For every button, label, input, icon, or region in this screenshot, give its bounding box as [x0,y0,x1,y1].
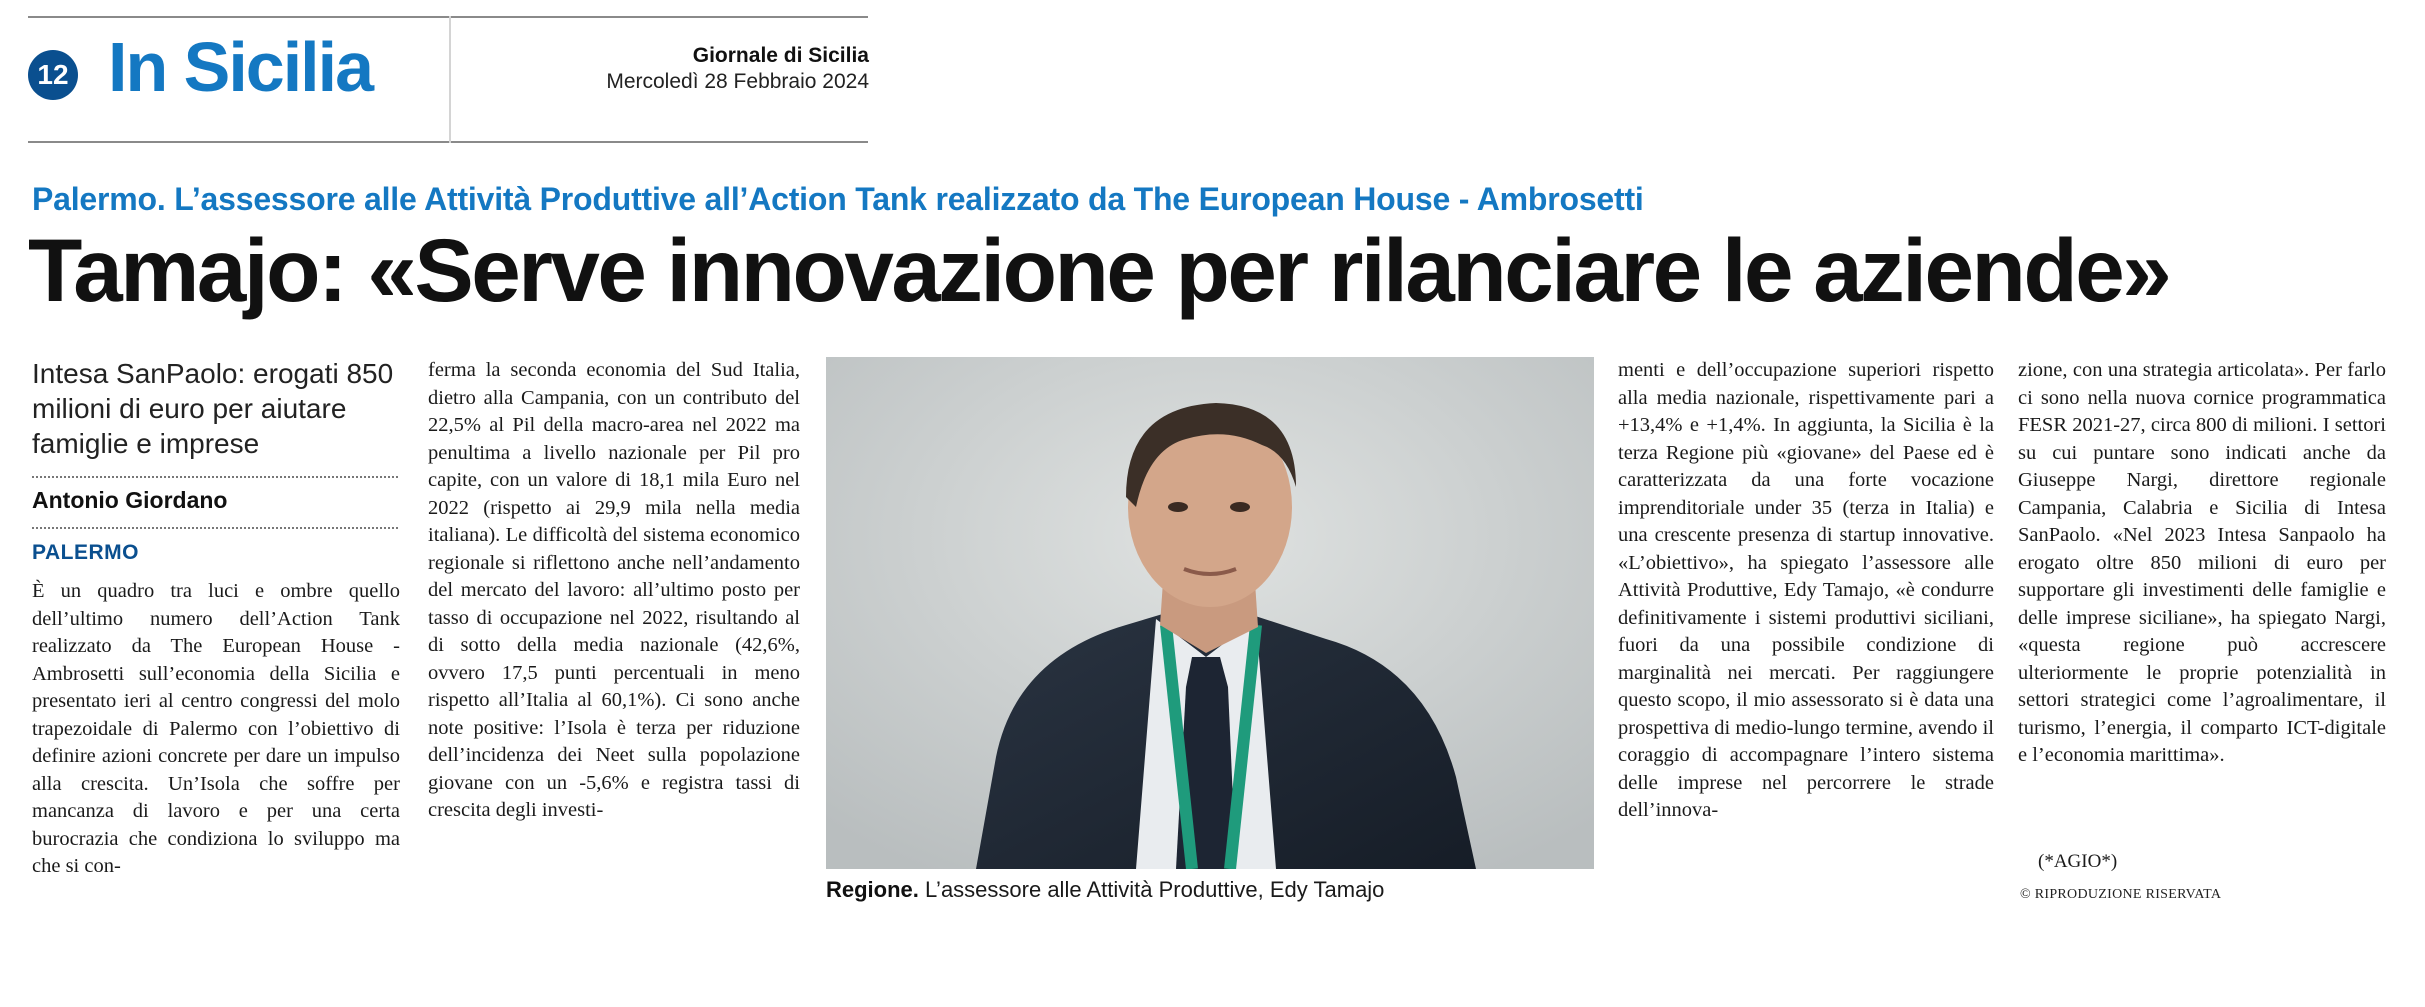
newspaper-name: Giornale di Sicilia [692,44,869,67]
article-column-1 [32,578,400,910]
column-2-text: ferma la seconda economia del Sud Italia, dietro alla Campania, con un contributo del 22,5% al Pil della macro-area nel 2022 ma penultima a livello nazionale per Pil pro capite, con un valore di 18,1 mila Euro nel 2022 (rispetto ai 29,9 mila nella media italiana). Le difficoltà del sistema economico regionale si riflettono anche nell’andamento del mercato del lavoro: all’ultimo posto per tasso di occupazione nel 2022, risultando al di sotto della media nazionale (42,6%, ovvero 17,5 punti percentuali in meno rispetto all’Italia al 60,1%). Ci sono anche note positive: l’Isola è terza per riduzione dell’incidenza dei Neet sulla popolazione giovane con un -5,6% e registra tassi di crescita degli investi- [428,359,800,821]
column-1-text: È un quadro tra luci e ombre quello dell’ultimo numero dell’Action Tank realizzato da The European House - Ambrosetti sull’economia della Sicilia e presentato ieri al centro congressi del molo trapezoidale di Palermo con l’obiettivo di definire azioni concrete per dare un impulso alla crescita. Un’Isola che soffre per mancanza di lavoro e per una certa burocrazia che condiziona lo sviluppo ma che si con- [32,580,400,877]
photo-caption-label: Regione. [826,877,919,902]
subtitle-divider [32,476,398,478]
section-name: In Sicilia [108,28,372,106]
article-column-2 [428,357,800,909]
page-number-badge: 12 [28,50,78,100]
article-author: Antonio Giordano [32,487,228,513]
masthead-divider [449,16,451,143]
article-photo [826,357,1594,869]
masthead-top-rule [28,16,868,18]
copyright-notice: © RIPRODUZIONE RISERVATA [2020,887,2222,902]
issue-date: Mercoledì 28 Febbraio 2024 [606,70,869,93]
column-3-text: menti e dell’occupazione superiori rispetto alla media nazionale, rispettivamente pari a +13,4% e +1,4%. In aggiunta, la Sicilia è la terza Regione più «giovane» del Paese ed è caratterizzata da una forte vocazione imprenditoriale under 35 (terza in Italia) e una crescente presenza di startup innovative. «L’obiettivo», ha spiegato l’assessore alle Attività Produttive, Edy Tamajo, «è condurre definitivamente i sistemi produttivi siciliani, fuori da una possibile condizione di marginalità nei mercati. Per raggiungere questo scopo, il mio assessorato si è data una prospettiva di medio-lungo termine, avendo il coraggio di accompagnare l’intero sistema delle imprese nel percorrere le strade dell’innova- [1618,359,1994,821]
article-kicker: Palermo. L’assessore alle Attività Produttive all’Action Tank realizzato da The European House - Ambrosetti [32,181,1644,217]
article-dateline: PALERMO [32,541,139,564]
masthead-bottom-rule [28,141,868,143]
article-column-4 [2018,357,2386,845]
author-divider [32,527,398,529]
article-column-3 [1618,357,1994,909]
article-subtitle: Intesa SanPaolo: erogati 850 milioni di euro per aiutare famiglie e imprese [32,358,394,459]
photo-caption-text: L’assessore alle Attività Produttive, Edy Tamajo [925,877,1385,902]
article-signature: (*AGIO*) [2038,851,2118,872]
column-4-text: zione, con una strategia articolata». Per farlo ci sono nella nuova cornice programmatica FESR 2021-27, circa 800 di milioni. I settori su cui puntare sono indicati anche da Giuseppe Nargi, direttore regionale Campania, Calabria e Sicilia di Intesa SanPaolo. «Nel 2023 Intesa Sanpaolo ha erogato oltre 850 milioni di euro per supportare gli investimenti delle famiglie e delle imprese siciliane», ha spiegato Nargi, «questa regione può accrescere ulteriormente le proprie potenzialità in settori strategici come l’agroalimentare, il turismo, l’energia, il comparto ICT-digitale e l’economia marittima». [2018,359,2386,766]
article-title: Tamajo: «Serve innovazione per rilanciare le aziende» [28,220,2170,320]
photo-caption [826,877,1606,903]
